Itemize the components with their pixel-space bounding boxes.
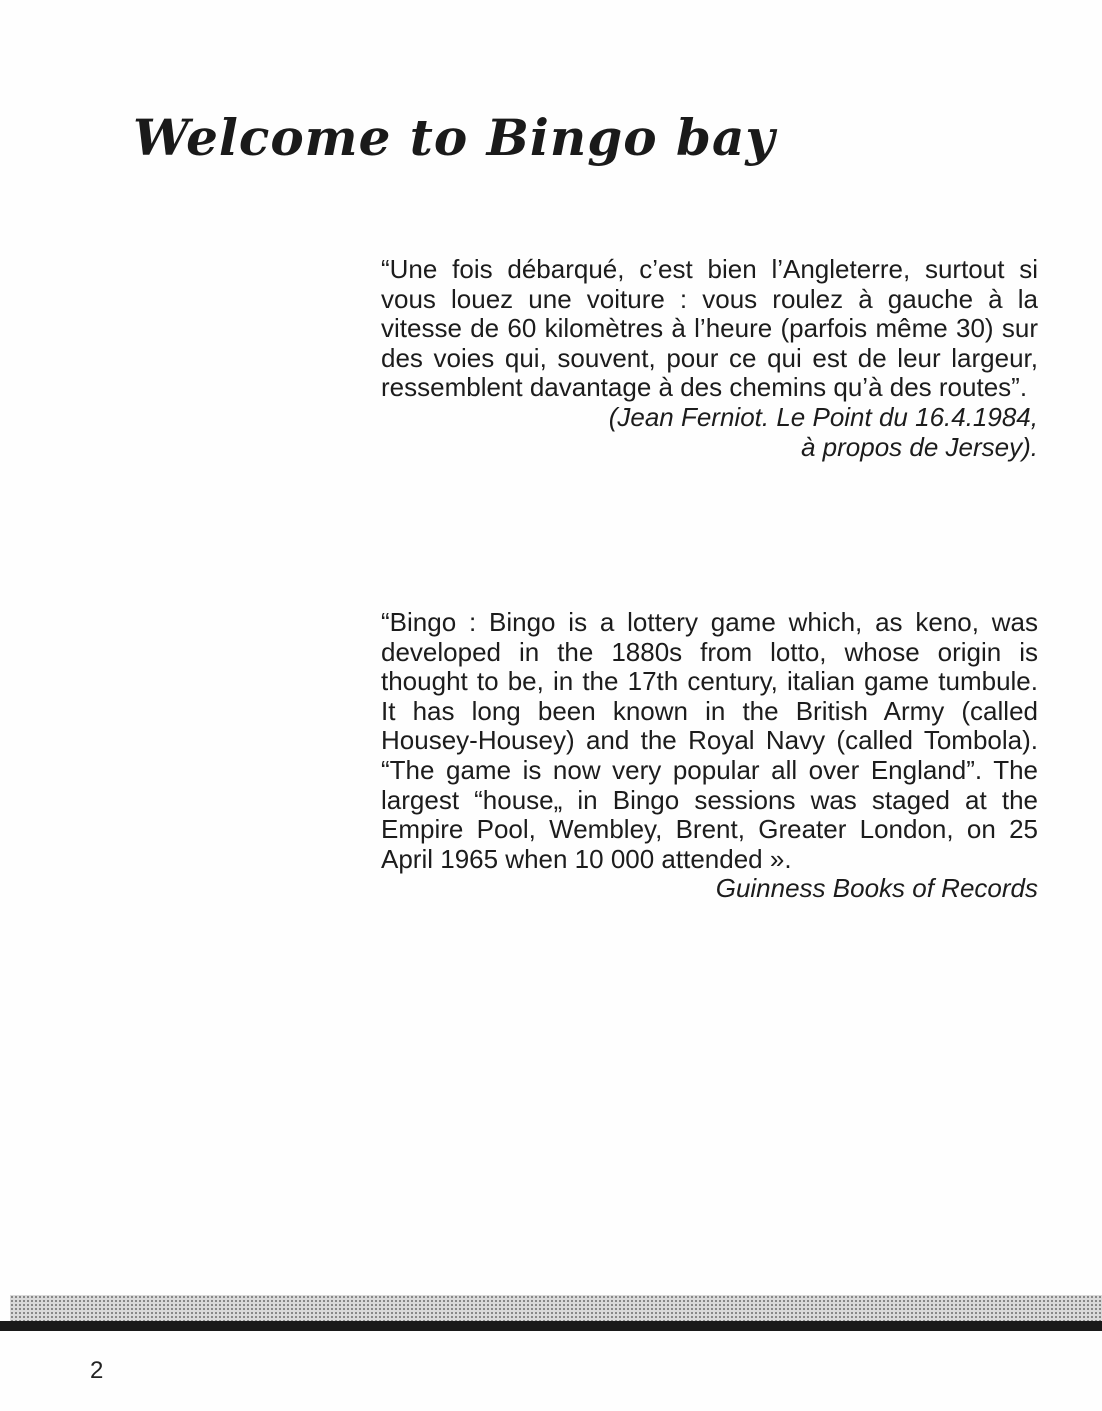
citation-line: (Jean Ferniot. Le Point du 16.4.1984,: [608, 401, 1038, 432]
quote-citation: [381, 403, 1038, 462]
quote-text: “Une fois débarqué, c’est bien l’Angleterre, surtout si vous louez une voiture : vous roulez à gauche à la vitesse de 60 kilomètres à l’heure (parfois même 30) sur des voies qui, souvent, pour ce qui est de leur largeur, ressemblent davantage à des chemins qu’à des routes”.: [381, 254, 1038, 403]
quote-block-jersey: [381, 255, 1038, 462]
citation-line: Guinness Books of Records: [715, 873, 1038, 904]
quote-citation: [381, 874, 1038, 904]
footer-band: [0, 1295, 1102, 1335]
page-number: 2: [90, 1357, 104, 1384]
citation-line: à propos de Jersey).: [800, 431, 1038, 462]
quote-text: “Bingo : Bingo is a lottery game which, as keno, was developed in the 1880s from lotto, whose origin is thought to be, in the 17th century, italian game tumbule. It has long been known in the British Army (called Housey-Housey) and the Royal Navy (called Tombola). “The game is now very popular all over England”. The largest “house„ in Bingo sessions was staged at the Empire Pool, Wembley, Brent, Greater London, on 25 April 1965 when 10 000 attended ».: [381, 607, 1038, 874]
footer-rule: [0, 1321, 1102, 1331]
page-title: Welcome to Bingo bay: [133, 108, 776, 167]
footer-halftone-strip: [10, 1295, 1102, 1321]
quote-block-bingo: [381, 608, 1038, 904]
